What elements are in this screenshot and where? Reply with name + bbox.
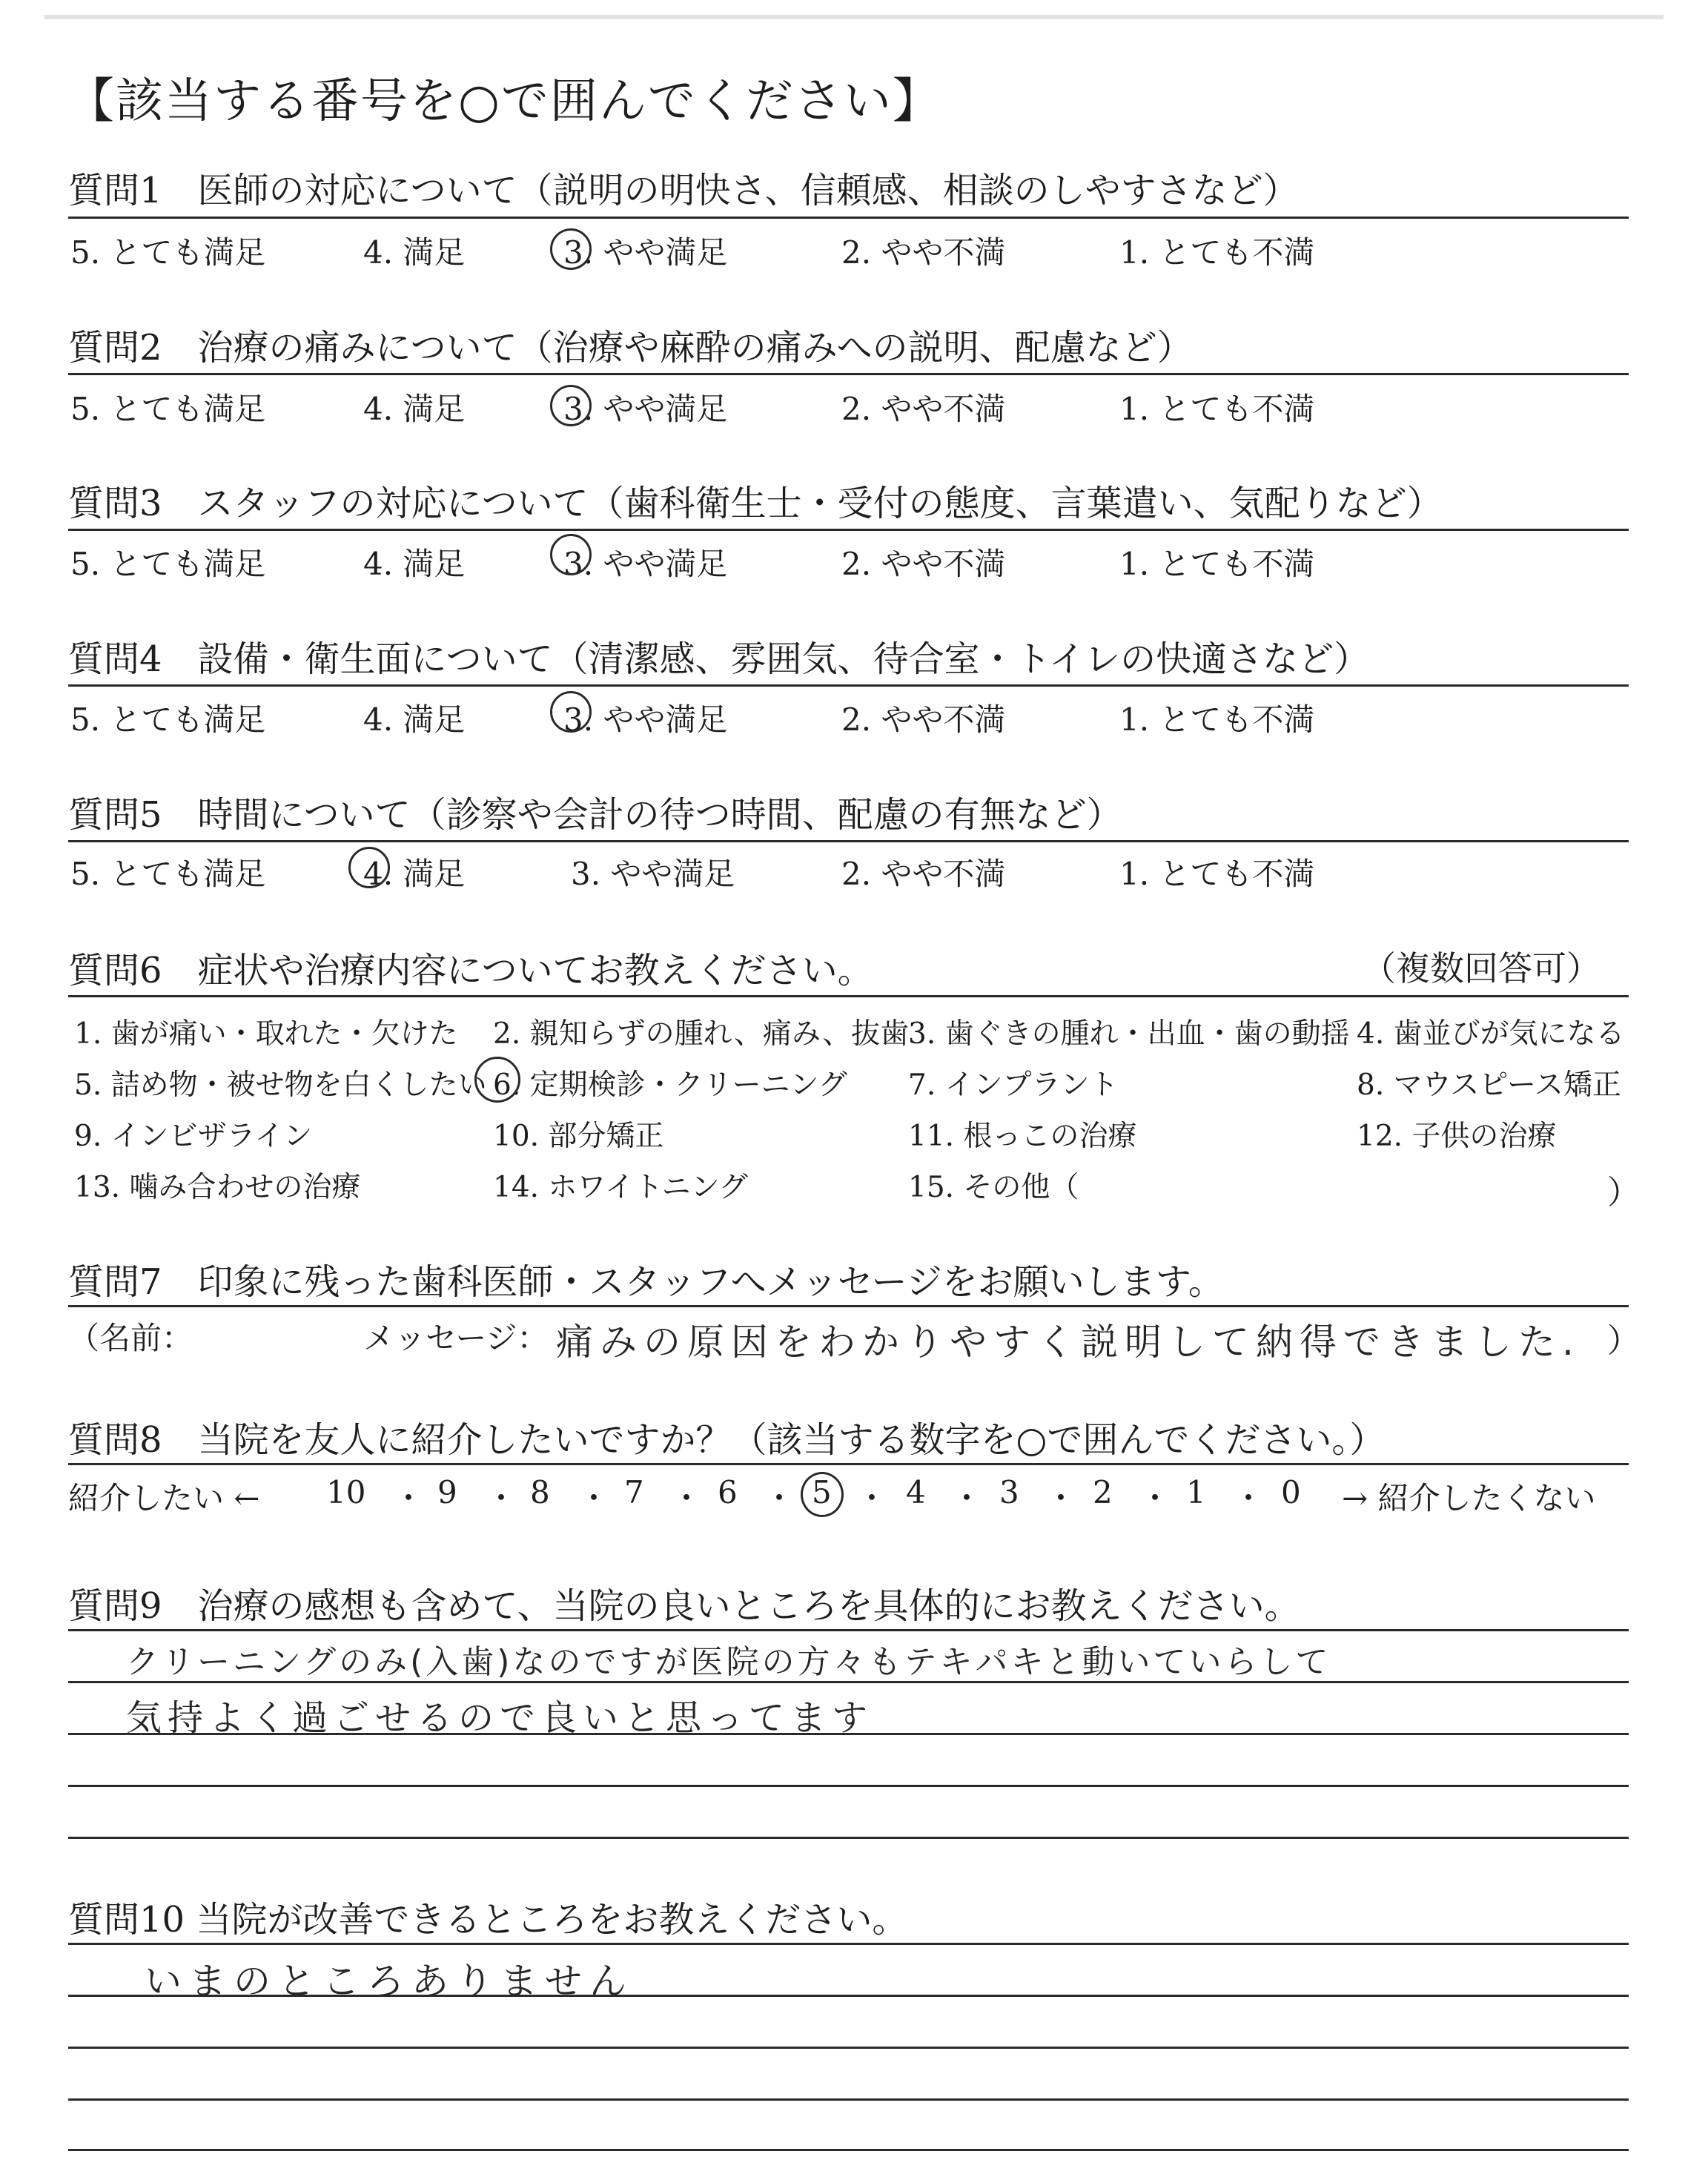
q5-option-4[interactable]: 4. 満足 xyxy=(363,856,466,892)
q3-option-5[interactable]: 5. とても満足 xyxy=(70,546,266,582)
q3-option-3[interactable]: 3. やや満足 xyxy=(563,546,728,582)
q8-scale-dot: ・ xyxy=(951,1480,983,1516)
q7-close-paren: ） xyxy=(1607,1322,1640,1360)
q5-option-3[interactable]: 3. やや満足 xyxy=(571,856,735,892)
q8-scale-dot: ・ xyxy=(764,1480,795,1516)
q4-option-3[interactable]: 3. やや満足 xyxy=(563,701,728,738)
q8-scale-0[interactable]: 0 xyxy=(1281,1474,1301,1510)
q8-scale-dot: ・ xyxy=(671,1480,703,1516)
q6-option-9[interactable]: 9. インビザライン xyxy=(74,1120,313,1153)
q8-scale-2[interactable]: 2 xyxy=(1093,1474,1113,1510)
q1-heading: 質問1 医師の対応について（説明の明快さ、信頼感、相談のしやすさなど） xyxy=(68,170,1299,211)
q2-option-1[interactable]: 1. とても不満 xyxy=(1119,391,1315,427)
q6-option-1[interactable]: 1. 歯が痛い・取れた・欠けた xyxy=(74,1017,458,1051)
q6-option-12[interactable]: 12. 子供の治療 xyxy=(1357,1120,1557,1153)
scan-edge xyxy=(44,15,1664,19)
q9-answer-line-2: 気持よく過ごせるので良いと思ってます xyxy=(126,1697,874,1739)
q2-option-5[interactable]: 5. とても満足 xyxy=(70,391,266,427)
q4-option-2[interactable]: 2. やや不満 xyxy=(841,701,1006,738)
q8-scale-dot: ・ xyxy=(393,1480,425,1516)
q8-scale-7[interactable]: 7 xyxy=(624,1474,644,1510)
q8-scale-1[interactable]: 1 xyxy=(1186,1474,1206,1510)
q4-heading: 質問4 設備・衛生面について（清潔感、雰囲気、待合室・トイレの快適さなど） xyxy=(68,638,1370,680)
q10-rule-4 xyxy=(68,2098,1629,2101)
q1-rule xyxy=(68,217,1629,219)
q3-selection-circle xyxy=(550,534,592,575)
q1-option-4[interactable]: 4. 満足 xyxy=(363,234,466,271)
instruction-title: 【該当する番号を○で囲んでください】 xyxy=(67,74,941,129)
q7-heading: 質問7 印象に残った歯科医師・スタッフへメッセージをお願いします。 xyxy=(68,1261,1224,1303)
q8-selection-circle xyxy=(801,1472,844,1517)
q3-option-2[interactable]: 2. やや不満 xyxy=(841,546,1006,582)
q6-heading: 質問6 症状や治療内容についてお教えください。 xyxy=(68,950,873,991)
q1-option-3[interactable]: 3. やや満足 xyxy=(563,234,728,271)
q6-option-15[interactable]: 15. その他（ xyxy=(908,1171,1079,1204)
q6-multi-note: （複数回答可） xyxy=(1362,948,1601,988)
q6-option-14[interactable]: 14. ホワイトニング xyxy=(493,1171,748,1204)
q8-scale-10[interactable]: 10 xyxy=(326,1474,366,1510)
q6-option-2[interactable]: 2. 親知らずの腫れ、痛み、抜歯 xyxy=(493,1017,910,1051)
q8-heading: 質問8 当院を友人に紹介したいですか？（該当する数字を○で囲んでください。） xyxy=(68,1419,1386,1461)
q2-rule xyxy=(68,373,1629,375)
q9-heading: 質問9 治療の感想も含めて、当院の良いところを具体的にお教えください。 xyxy=(68,1585,1300,1627)
q8-left-label: 紹介したい ← xyxy=(68,1480,260,1516)
q3-option-4[interactable]: 4. 満足 xyxy=(363,546,466,582)
q5-option-5[interactable]: 5. とても満足 xyxy=(70,856,266,892)
q6-option-3[interactable]: 3. 歯ぐきの腫れ・出血・歯の動揺 xyxy=(908,1017,1350,1051)
q3-heading: 質問3 スタッフの対応について（歯科衛生士・受付の態度、言葉遣い、気配りなど） xyxy=(68,483,1443,524)
q8-scale-dot: ・ xyxy=(578,1480,610,1516)
q3-rule xyxy=(68,529,1629,531)
q8-scale-5[interactable]: 5 xyxy=(812,1474,832,1510)
q5-rule xyxy=(68,840,1629,842)
q10-rule-5 xyxy=(68,2149,1629,2151)
q6-other-close-paren: ） xyxy=(1607,1174,1640,1212)
q5-option-2[interactable]: 2. やや不満 xyxy=(841,856,1006,892)
q8-scale-dot: ・ xyxy=(1233,1480,1265,1516)
q8-scale-8[interactable]: 8 xyxy=(530,1474,550,1510)
q8-scale-dot: ・ xyxy=(1139,1480,1171,1516)
q9-rule-4 xyxy=(68,1785,1629,1787)
q5-option-1[interactable]: 1. とても不満 xyxy=(1119,856,1315,892)
q1-selection-circle xyxy=(550,228,592,270)
q7-message-handwritten: 痛みの原因をわかりやすく説明して納得できました. xyxy=(556,1321,1580,1364)
q8-rule xyxy=(68,1463,1629,1465)
q2-selection-circle xyxy=(550,385,592,426)
q7-rule xyxy=(68,1305,1629,1307)
q1-option-2[interactable]: 2. やや不満 xyxy=(841,234,1006,271)
q5-selection-circle xyxy=(348,847,390,888)
q4-option-1[interactable]: 1. とても不満 xyxy=(1119,701,1315,738)
q6-option-5[interactable]: 5. 詰め物・被せ物を白くしたい xyxy=(74,1069,487,1102)
q1-option-1[interactable]: 1. とても不満 xyxy=(1119,234,1315,271)
q6-option-10[interactable]: 10. 部分矯正 xyxy=(493,1120,664,1153)
q4-rule xyxy=(68,684,1629,687)
q6-option-8[interactable]: 8. マウスピース矯正 xyxy=(1357,1069,1621,1102)
q6-option-7[interactable]: 7. インプラント xyxy=(908,1069,1119,1102)
q8-scale-9[interactable]: 9 xyxy=(437,1474,457,1510)
q6-rule xyxy=(68,995,1629,997)
q10-rule-3 xyxy=(68,2047,1629,2049)
q9-answer-line-1: クリーニングのみ(入歯)なのですが医院の方々もテキパキと動いていらして xyxy=(126,1643,1331,1681)
q8-scale-dot: ・ xyxy=(856,1480,888,1516)
q4-option-4[interactable]: 4. 満足 xyxy=(363,701,466,738)
q8-scale-dot: ・ xyxy=(1045,1480,1077,1516)
q6-option-6[interactable]: 6. 定期検診・クリーニング xyxy=(493,1069,847,1102)
q2-option-4[interactable]: 4. 満足 xyxy=(363,391,466,427)
q4-selection-circle xyxy=(550,691,592,733)
q8-right-label: → 紹介したくない xyxy=(1342,1480,1596,1516)
q7-message-label: メッセージ： xyxy=(363,1320,549,1356)
q8-scale-6[interactable]: 6 xyxy=(718,1474,738,1510)
q2-heading: 質問2 治療の痛みについて（治療や麻酔の痛みへの説明、配慮など） xyxy=(68,327,1193,369)
q6-selection-circle xyxy=(474,1057,520,1103)
q10-rule-1 xyxy=(68,1943,1629,1945)
q6-option-4[interactable]: 4. 歯並びが気になる xyxy=(1357,1017,1625,1051)
q8-scale-3[interactable]: 3 xyxy=(999,1474,1019,1510)
q8-scale-4[interactable]: 4 xyxy=(906,1474,926,1510)
q1-option-5[interactable]: 5. とても満足 xyxy=(70,234,266,271)
q6-option-13[interactable]: 13. 噛み合わせの治療 xyxy=(74,1171,361,1204)
q8-scale-dot: ・ xyxy=(486,1480,517,1516)
q3-option-1[interactable]: 1. とても不満 xyxy=(1119,546,1315,582)
q2-option-3[interactable]: 3. やや満足 xyxy=(563,391,728,427)
q4-option-5[interactable]: 5. とても満足 xyxy=(70,701,266,738)
q2-option-2[interactable]: 2. やや不満 xyxy=(841,391,1006,427)
q9-rule-1 xyxy=(68,1629,1629,1631)
q5-heading: 質問5 時間について（診察や会計の待つ時間、配慮の有無など） xyxy=(68,794,1122,836)
q10-answer-line-1: いまのところありません xyxy=(145,1960,634,2003)
q9-rule-5 xyxy=(68,1837,1629,1839)
q6-option-11[interactable]: 11. 根っこの治療 xyxy=(908,1120,1137,1153)
q10-heading: 質問10 当院が改善できるところをお教えください。 xyxy=(68,1899,908,1941)
q7-name-label: （名前： xyxy=(68,1320,193,1356)
